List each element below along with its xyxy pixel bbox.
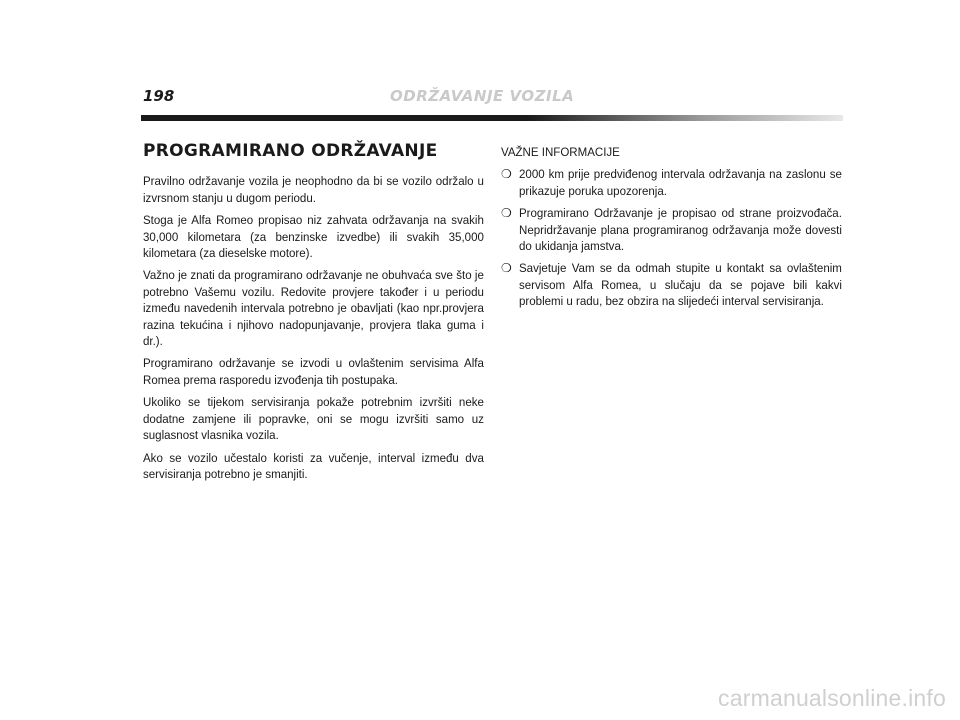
running-title: ODRŽAVANJE VOZILA bbox=[390, 87, 575, 105]
bullet-text: 2000 km prije predviđenog intervala održavanja na zaslonu se prikazuje poruka upozorenja. bbox=[519, 167, 842, 198]
info-heading: VAŽNE INFORMACIJE bbox=[501, 145, 620, 159]
header-rule bbox=[141, 115, 843, 121]
info-bullet-list bbox=[501, 166, 842, 309]
circle-bullet-icon: ❍ bbox=[501, 167, 512, 182]
paragraph: Pravilno održavanje vozila je neophodno da bi se vozilo održalo u izvrsnom stanju u dugom periodu. bbox=[143, 174, 484, 205]
bullet-text: Savjetuje Vam se da odmah stupite u kontakt sa ovlaštenim servisom Alfa Romea, u slučaju da se pojave bili kakvi problemi u radu, bez obzira na slijedeći interval servisiranja. bbox=[519, 261, 842, 309]
paragraph: Programirano održavanje se izvodi u ovlaštenim servisima Alfa Romea prema rasporedu izvođenja tih postupaka. bbox=[143, 356, 484, 387]
list-item bbox=[501, 260, 842, 309]
paragraph: Važno je znati da programirano održavanje ne obuhvaća sve što je potrebno Vašemu vozilu. Redovite provjere također i u periodu između navedenih intervala potrebno je obavljati (kao npr.provjera razina tekućina i njihovo nadopunjavanje, provjera tlaka guma i dr.). bbox=[143, 268, 484, 349]
bullet-text: Programirano Održavanje je propisao od strane proizvođača. Nepridržavanje plana programiranog održavanja može dovesti do ukidanja jamstva. bbox=[519, 206, 842, 254]
list-item bbox=[501, 205, 842, 254]
paragraph: Ako se vozilo učestalo koristi za vučenje, interval između dva servisiranja potrebno je smanjiti. bbox=[143, 450, 484, 481]
paragraph: Ukoliko se tijekom servisiranja pokaže potrebnim izvršiti neke dodatne zamjene ili popravke, oni se mogu izvršiti samo uz suglasnost vlasnika vozila. bbox=[143, 395, 484, 443]
circle-bullet-icon: ❍ bbox=[501, 206, 512, 221]
watermark: carmanualsonline.info bbox=[718, 685, 946, 711]
list-item bbox=[501, 166, 842, 199]
page-number: 198 bbox=[143, 87, 175, 105]
paragraph: Stoga je Alfa Romeo propisao niz zahvata održavanja na svakih 30,000 kilometara (za benzinske izvedbe) ili svakih 35,000 kilometara (za dieselske motore). bbox=[143, 213, 484, 261]
left-column bbox=[143, 140, 484, 488]
section-title: PROGRAMIRANO ODRŽAVANJE bbox=[143, 141, 438, 161]
right-column bbox=[501, 144, 842, 316]
circle-bullet-icon: ❍ bbox=[501, 261, 512, 276]
